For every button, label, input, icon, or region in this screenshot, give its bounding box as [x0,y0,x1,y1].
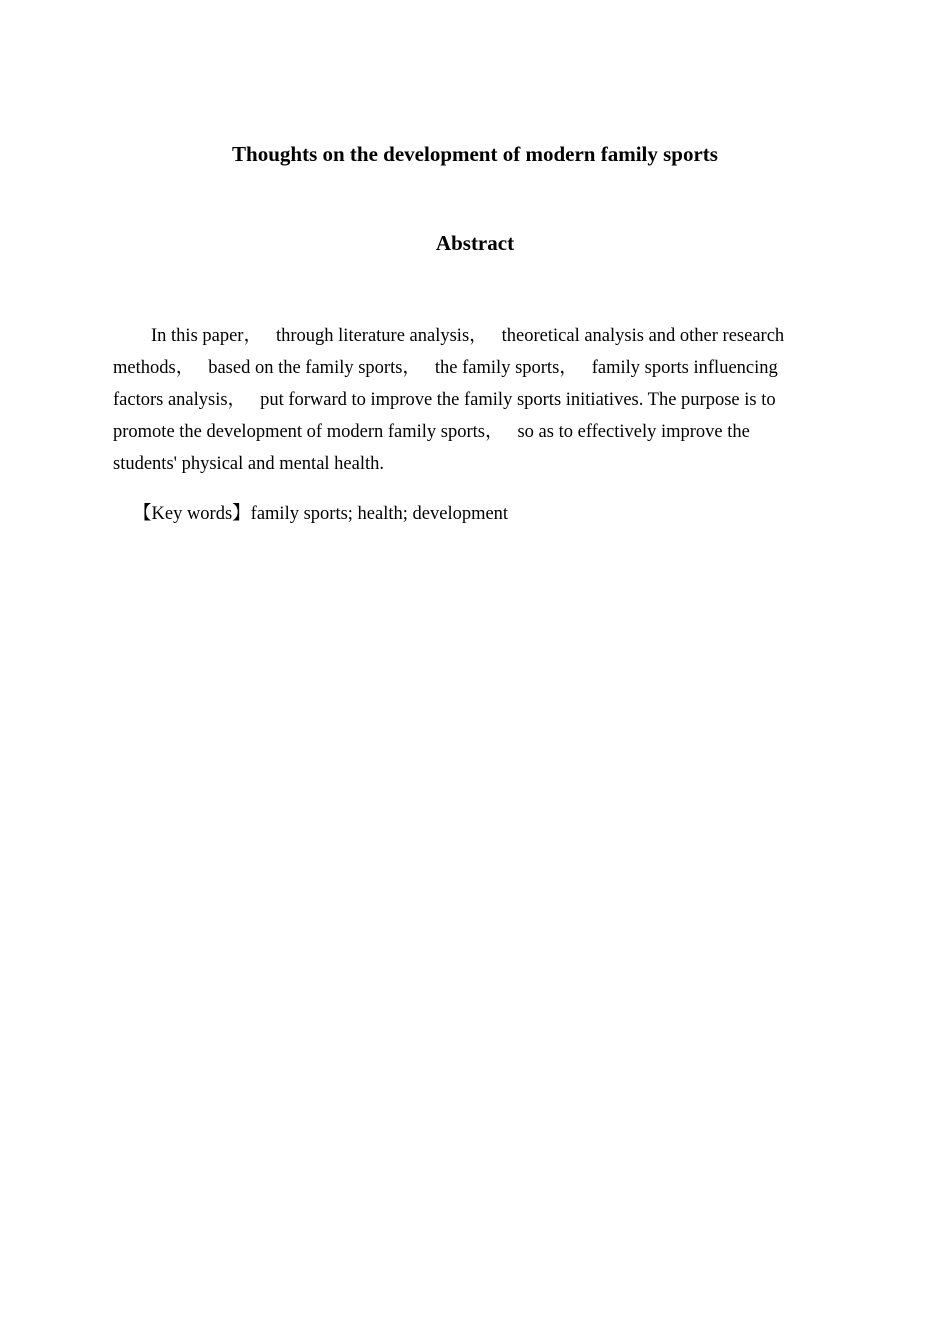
abstract-fragment: theoretical analysis and other research [501,326,785,346]
abstract-fragment: students' physical and mental health. [113,454,385,474]
abstract-line [113,352,803,384]
abstract-fragment: promote the development of modern family sports， [113,422,504,442]
paper-title: Thoughts on the development of modern family sports [232,142,718,166]
keywords-text: family sports; health; development [250,504,509,524]
abstract-fragment: family sports influencing [591,358,778,378]
abstract-heading: Abstract [435,231,515,255]
abstract-fragment: so as to effectively improve the [517,422,750,442]
abstract-line [113,320,803,352]
keywords-line [133,500,508,528]
abstract-fragment: based on the family sports， [208,358,421,378]
abstract-line [113,448,803,480]
abstract-fragment: the family sports， [434,358,578,378]
abstract-fragment: methods， [113,358,195,378]
keywords-label: 【Key words】 [133,504,251,524]
abstract-fragment: put forward to improve the family sports initiatives. The purpose is to [260,390,776,410]
abstract-line [113,416,803,448]
abstract-fragment: through literature analysis， [275,326,488,346]
abstract-line [113,384,803,416]
abstract-fragment: In this paper， [151,326,262,346]
abstract-paragraph [113,320,803,480]
abstract-fragment: factors analysis， [113,390,247,410]
